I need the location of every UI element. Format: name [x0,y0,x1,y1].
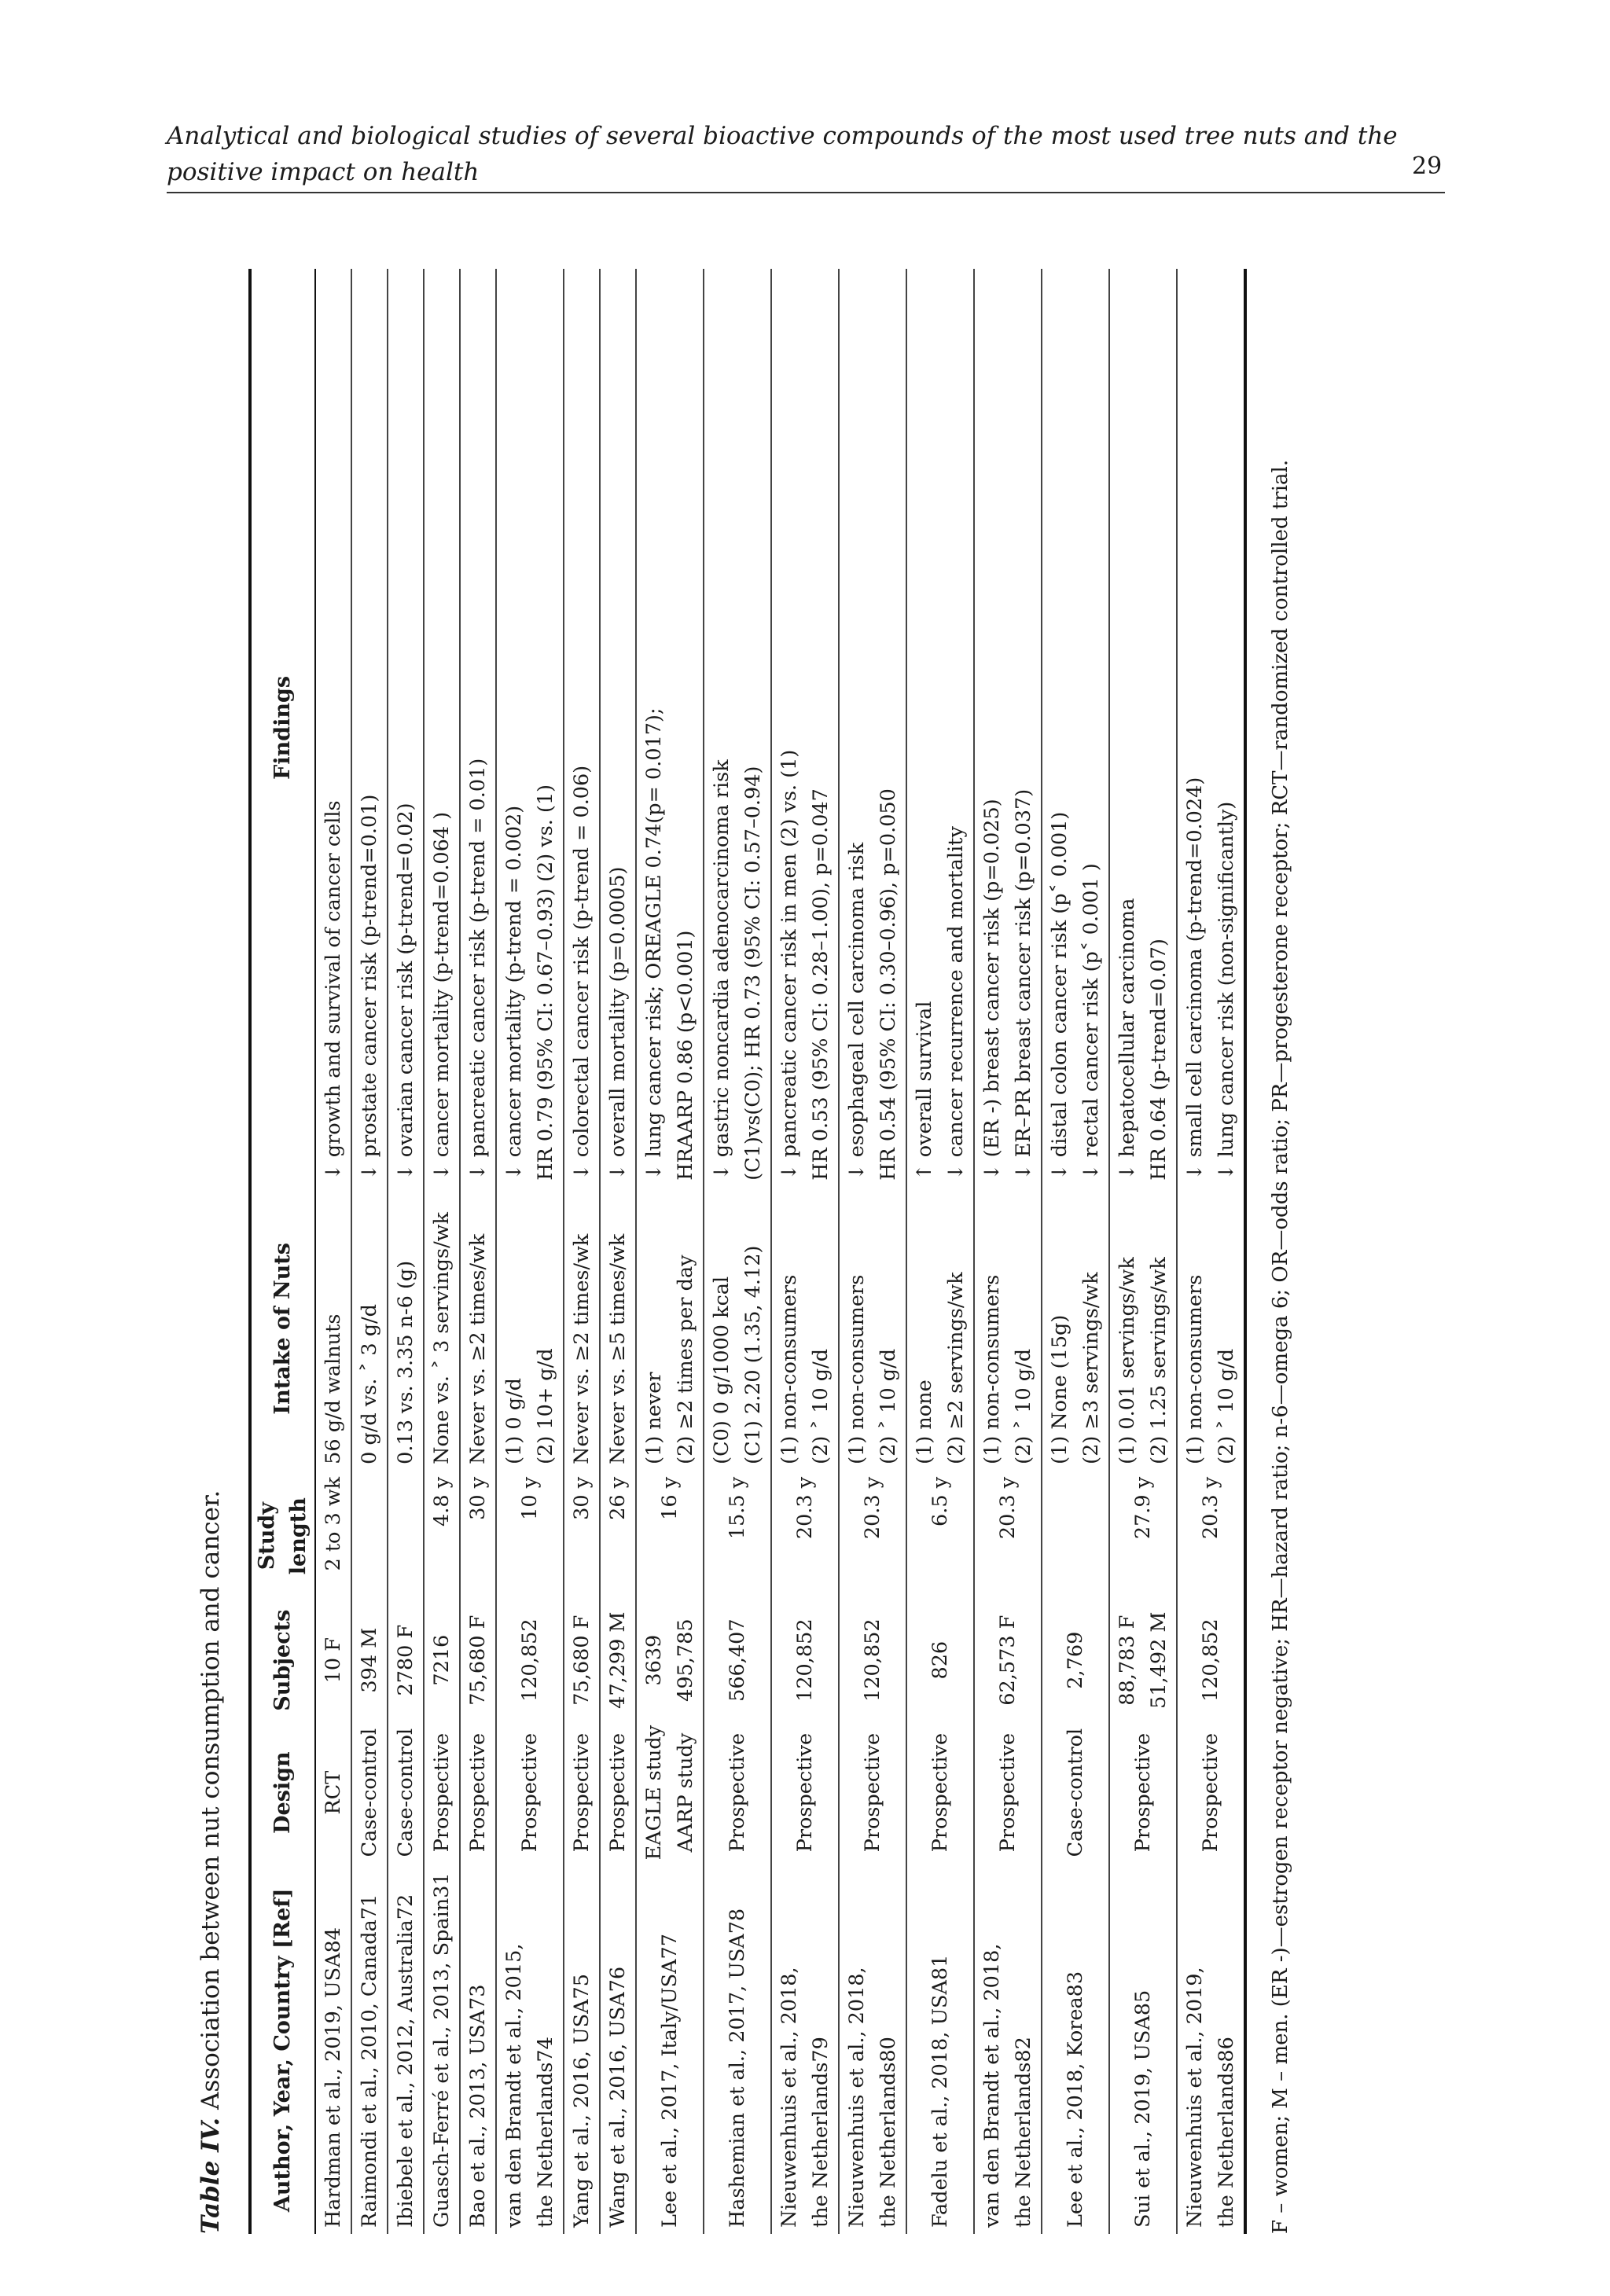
intake-cell [564,1187,600,1471]
design-cell [424,1719,460,1867]
cell-line: 120,852 [793,1618,817,1702]
author-cell [636,1866,704,2234]
cell-line: the Netherlands80 [877,2037,900,2228]
study-length-cell: 16 y [636,1471,704,1602]
author-cell [974,1866,1042,2234]
design-cell [636,1719,704,1867]
design-cell [460,1719,496,1867]
table-row [315,269,351,2234]
cell-line: ↓ cancer recurrence and mortality [944,826,968,1181]
cell-line: AARP study [674,1732,697,1853]
cell-line: Nieuwenhuis et al., 2018, [777,1967,801,2228]
cell-line: Nieuwenhuis et al., 2018, [845,1967,869,2228]
author-cell [564,1866,600,2234]
cell-line: the Netherlands74 [534,2037,557,2228]
cell-line: ↓ ovarian cancer risk (p-trend=0.02) [394,803,417,1181]
table-row [839,269,906,2234]
cell-line: Case-control [394,1728,417,1857]
table-row [388,269,424,2234]
table-body [315,269,1245,2234]
author-cell [1109,1866,1177,2234]
cell-line: 394 M [358,1627,381,1693]
cell-line: Prospective [570,1732,594,1853]
cell-line: Prospective [1131,1732,1155,1853]
table-row [460,269,496,2234]
study-length-cell: 2 to 3 wk [315,1471,351,1602]
cell-line: (1) None (15g) [1048,1314,1071,1464]
cell-line: 2,769 [1064,1631,1087,1689]
findings-cell [460,269,496,1187]
study-length-cell: 10 y [496,1471,564,1602]
design-cell [1109,1719,1177,1867]
findings-cell [1177,269,1245,1187]
study-length-cell: 6.5 y [906,1471,974,1602]
cell-line: 10 F [322,1637,345,1684]
cell-line: (2) ≥2 times per day [674,1255,697,1464]
cell-line: ↓ growth and survival of cancer cells [322,800,345,1181]
author-cell [315,1866,351,2234]
subjects-cell [1042,1602,1109,1719]
column-header-subjects: Subjects [250,1602,315,1719]
study-length-cell: 20.3 y [974,1471,1042,1602]
findings-cell [906,269,974,1187]
cell-line: ↓ rectal cancer risk (p˂ 0.001 ) [1079,863,1103,1181]
author-cell [351,1866,388,2234]
study-length-cell: 26 y [600,1471,636,1602]
cell-line: (1) 0 g/d [502,1378,526,1464]
author-cell [460,1866,496,2234]
intake-cell [974,1187,1042,1471]
cell-line: (2) 10+ g/d [534,1348,557,1464]
table-row [636,269,704,2234]
table-row [771,269,839,2234]
running-header [167,118,1443,190]
cell-line: Prospective [996,1732,1020,1853]
intake-cell [771,1187,839,1471]
subjects-cell [600,1602,636,1719]
cell-line: EAGLE study [642,1725,666,1861]
subjects-cell [906,1602,974,1719]
author-cell [1177,1866,1245,2234]
table-caption-text: Association between nut consumption and cancer. [197,1490,225,2118]
cell-line: (C1)vs(C0); HR 0.73 (95% CI: 0.57–0.94) [741,766,765,1181]
design-cell [564,1719,600,1867]
cell-line: van den Brandt et al., 2018, [980,1943,1004,2228]
findings-cell [636,269,704,1187]
table-row [564,269,600,2234]
subjects-cell [704,1602,771,1719]
design-cell [704,1719,771,1867]
cell-line: (C1) 2.20 (1.35, 4.12) [741,1245,765,1464]
cell-line: RCT [322,1770,345,1815]
cell-line: HR 0.54 (95% CI: 0.30–0.96), p=0.050 [877,788,900,1181]
cell-line: Guasch-Ferré et al., 2013, Spain31 [430,1872,454,2228]
cell-line: Never vs. ≥2 times/wk [466,1233,490,1464]
cell-line: Prospective [606,1732,630,1853]
table-row [704,269,771,2234]
design-cell [771,1719,839,1867]
cell-line: (1) non-consumers [845,1274,869,1464]
cell-line: HR 0.53 (95% CI: 0.28–1.00), p=0.047 [809,788,833,1181]
cell-line: Lee et al., 2018, Korea83 [1064,1971,1087,2228]
table-row [1177,269,1245,2234]
cell-line: ↓ cancer mortality (p-trend = 0.002) [502,805,526,1181]
study-length-cell [1042,1471,1109,1602]
table-row [600,269,636,2234]
design-cell [600,1719,636,1867]
cell-line: 120,852 [861,1618,884,1702]
subjects-cell [388,1602,424,1719]
table-row [906,269,974,2234]
study-length-cell: 4.8 y [424,1471,460,1602]
cell-line: the Netherlands82 [1012,2037,1035,2228]
cell-line: Prospective [861,1732,884,1853]
table-caption [197,1490,225,2234]
cell-line: 495,785 [674,1618,697,1702]
cell-line: Wang et al., 2016, USA76 [606,1966,630,2228]
findings-cell [704,269,771,1187]
author-cell [771,1866,839,2234]
cell-line: Hardman et al., 2019, USA84 [322,1927,345,2228]
cell-line: Case-control [358,1728,381,1857]
findings-cell [351,269,388,1187]
subjects-cell [424,1602,460,1719]
intake-cell [600,1187,636,1471]
cell-line: (1) non-consumers [777,1274,801,1464]
cell-line: Lee et al., 2017, Italy/USA77 [658,1934,682,2228]
cell-line: ↓ hepatocellular carcinoma [1116,898,1139,1181]
intake-cell [1177,1187,1245,1471]
design-cell [906,1719,974,1867]
intake-cell [636,1187,704,1471]
author-cell [388,1866,424,2234]
cell-line: 88,783 F [1116,1615,1139,1706]
cell-line: 75,680 F [570,1615,594,1706]
study-length-cell: 27.9 y [1109,1471,1177,1602]
cell-line: ↓ esophageal cell carcinoma risk [845,842,869,1181]
study-length-cell [351,1471,388,1602]
table-row [424,269,460,2234]
subjects-cell [636,1602,704,1719]
author-cell [424,1866,460,2234]
cell-line: 566,407 [726,1618,749,1702]
cell-line: ↓ lung cancer risk; OREAGLE 0.74(p= 0.017); [642,707,666,1181]
cell-line: ↓ (ER -) breast cancer risk (p=0.025) [980,799,1004,1181]
cell-line: 0.13 vs. 3.35 n-6 (g) [394,1260,417,1464]
cell-line: Fadelu et al., 2018, USA81 [928,1954,952,2228]
study-length-cell: 30 y [460,1471,496,1602]
cell-line: (2) ˃ 10 g/d [877,1348,900,1464]
study-length-cell [388,1471,424,1602]
findings-cell [1109,269,1177,1187]
cell-line: HRAARP 0.86 (p<0.001) [674,930,697,1181]
cell-line: ↓ prostate cancer risk (p-trend=0.01) [358,794,381,1181]
findings-cell [424,269,460,1187]
study-length-cell: 20.3 y [1177,1471,1245,1602]
cell-line: ↓ cancer mortality (p-trend=0.064 ) [430,811,454,1181]
cell-line: ↓ small cell carcinoma (p-trend=0.024) [1183,777,1207,1181]
cell-line: 56 g/d walnuts [322,1313,345,1464]
column-header-study-length: Study length [250,1471,315,1602]
findings-cell [315,269,351,1187]
design-cell [388,1719,424,1867]
design-cell [974,1719,1042,1867]
intake-cell [496,1187,564,1471]
page-number: 29 [1412,152,1443,180]
cell-line: the Netherlands79 [809,2037,833,2228]
subjects-cell [315,1602,351,1719]
design-cell [1177,1719,1245,1867]
column-header-findings: Findings [250,269,315,1187]
cell-line: Sui et al., 2019, USA85 [1131,1989,1155,2228]
cell-line: (2) 1.25 servings/wk [1147,1257,1171,1464]
intake-cell [839,1187,906,1471]
nut-cancer-table [248,269,1247,2234]
cell-line: Raimondi et al., 2010, Canada71 [358,1894,381,2228]
table-caption-label: Table IV. [197,2117,225,2234]
intake-cell [315,1187,351,1471]
author-cell [1042,1866,1109,2234]
study-length-cell: 15.5 y [704,1471,771,1602]
cell-line: the Netherlands86 [1215,2037,1238,2228]
findings-cell [600,269,636,1187]
author-cell [704,1866,771,2234]
cell-line: Never vs. ≥5 times/wk [606,1233,630,1464]
running-title: Analytical and biological studies of several bioactive compounds of the most used tree nuts and the positive impact on health [167,122,1398,186]
cell-line: ↑ overall survival [913,1001,936,1181]
cell-line: (2) ˃ 10 g/d [1215,1348,1238,1464]
cell-line: Prospective [1199,1732,1222,1853]
cell-line: ↓ distal colon cancer risk (p˂ 0.001) [1048,811,1071,1181]
author-cell [906,1866,974,2234]
cell-line: Prospective [928,1732,952,1853]
intake-cell [424,1187,460,1471]
cell-line: 51,492 M [1147,1611,1171,1709]
subjects-cell [351,1602,388,1719]
cell-line: (1) non-consumers [1183,1274,1207,1464]
cell-line: Case-control [1064,1728,1087,1857]
findings-cell [771,269,839,1187]
cell-line: Prospective [793,1732,817,1853]
cell-line: (2) ≥2 servings/wk [944,1272,968,1464]
table-row [351,269,388,2234]
author-cell [839,1866,906,2234]
design-cell [1042,1719,1109,1867]
findings-cell [974,269,1042,1187]
study-length-cell: 20.3 y [839,1471,906,1602]
cell-line: Nieuwenhuis et al., 2019, [1183,1967,1207,2228]
cell-line: (2) ˃ 10 g/d [809,1348,833,1464]
cell-line: (2) ≥3 servings/wk [1079,1272,1103,1464]
cell-line: 120,852 [518,1618,542,1702]
findings-cell [496,269,564,1187]
cell-line: van den Brandt et al., 2015, [502,1943,526,2228]
cell-line: HR 0.79 (95% CI: 0.67–0.93) (2) vs. (1) [534,784,557,1181]
cell-line: Hashemian et al., 2017, USA78 [726,1908,749,2228]
cell-line: Bao et al., 2013, USA73 [466,1984,490,2228]
cell-line: Prospective [726,1732,749,1853]
table-row [496,269,564,2234]
cell-line: ↓ lung cancer risk (non-significantly) [1215,801,1238,1181]
cell-line: (1) non-consumers [980,1274,1004,1464]
cell-line: 0 g/d vs. ˃ 3 g/d [358,1304,381,1464]
column-header-intake: Intake of Nuts [250,1187,315,1471]
design-cell [839,1719,906,1867]
table-row [1109,269,1177,2234]
subjects-cell [496,1602,564,1719]
cell-line: ↓ gastric noncardia adenocarcinoma risk [710,759,733,1181]
cell-line: 3639 [642,1634,666,1686]
cell-line: Prospective [430,1732,454,1853]
rotated-table-block [197,269,1352,2234]
findings-cell [388,269,424,1187]
subjects-cell [460,1602,496,1719]
subjects-cell [771,1602,839,1719]
intake-cell [1042,1187,1109,1471]
cell-line: Prospective [518,1732,542,1853]
cell-line: Yang et al., 2016, USA75 [570,1974,594,2228]
study-length-cell: 20.3 y [771,1471,839,1602]
cell-line: (1) none [913,1379,936,1464]
subjects-cell [839,1602,906,1719]
design-cell [315,1719,351,1867]
column-header-design: Design [250,1719,315,1867]
cell-line: 62,573 F [996,1615,1020,1706]
cell-line: (2) ˃ 10 g/d [1012,1348,1035,1464]
cell-line: ↓ ER–PR breast cancer risk (p=0.037) [1012,788,1035,1181]
findings-cell [1042,269,1109,1187]
cell-line: None vs. ˃ 3 servings/wk [430,1212,454,1464]
subjects-cell [1109,1602,1177,1719]
intake-cell [906,1187,974,1471]
design-cell [496,1719,564,1867]
table-footnote: F – women; M – men. (ER -)—estrogen receptor negative; HR—hazard ratio; n-6—omega 6; OR—odds ratio; PR—progesterone receptor; RCT—randomized controlled trial. [1269,459,1292,2234]
intake-cell [351,1187,388,1471]
subjects-cell [1177,1602,1245,1719]
design-cell [351,1719,388,1867]
cell-line: Never vs. ≥2 times/wk [570,1233,594,1464]
cell-line: 120,852 [1199,1618,1222,1702]
author-cell [496,1866,564,2234]
intake-cell [460,1187,496,1471]
cell-line: (1) never [642,1372,666,1464]
author-cell [600,1866,636,2234]
table-row [1042,269,1109,2234]
table-header-row [250,269,315,2234]
table-row [974,269,1042,2234]
intake-cell [1109,1187,1177,1471]
findings-cell [564,269,600,1187]
intake-cell [388,1187,424,1471]
cell-line: Ibiebele et al., 2012, Australia72 [394,1894,417,2228]
intake-cell [704,1187,771,1471]
cell-line: ↓ colorectal cancer risk (p-trend = 0.06) [570,765,594,1181]
cell-line: 2780 F [394,1624,417,1696]
cell-line: 826 [928,1640,952,1680]
cell-line: 47,299 M [606,1611,630,1709]
column-header-author: Author, Year, Country [Ref] [250,1866,315,2234]
study-length-cell: 30 y [564,1471,600,1602]
cell-line: ↓ overall mortality (p=0.0005) [606,866,630,1181]
cell-line: 75,680 F [466,1615,490,1706]
findings-cell [839,269,906,1187]
cell-line: ↓ pancreatic cancer risk in men (2) vs. (1) [777,749,801,1181]
cell-line: (C0) 0 g/1000 kcal [710,1276,733,1464]
subjects-cell [974,1602,1042,1719]
header-rule [167,192,1445,193]
cell-line: (1) 0.01 servings/wk [1116,1257,1139,1464]
subjects-cell [564,1602,600,1719]
cell-line: HR 0.64 (p-trend=0.07) [1147,939,1171,1181]
cell-line: ↓ pancreatic cancer risk (p-trend = 0.01) [466,758,490,1181]
cell-line: 7216 [430,1634,454,1686]
cell-line: Prospective [466,1732,490,1853]
